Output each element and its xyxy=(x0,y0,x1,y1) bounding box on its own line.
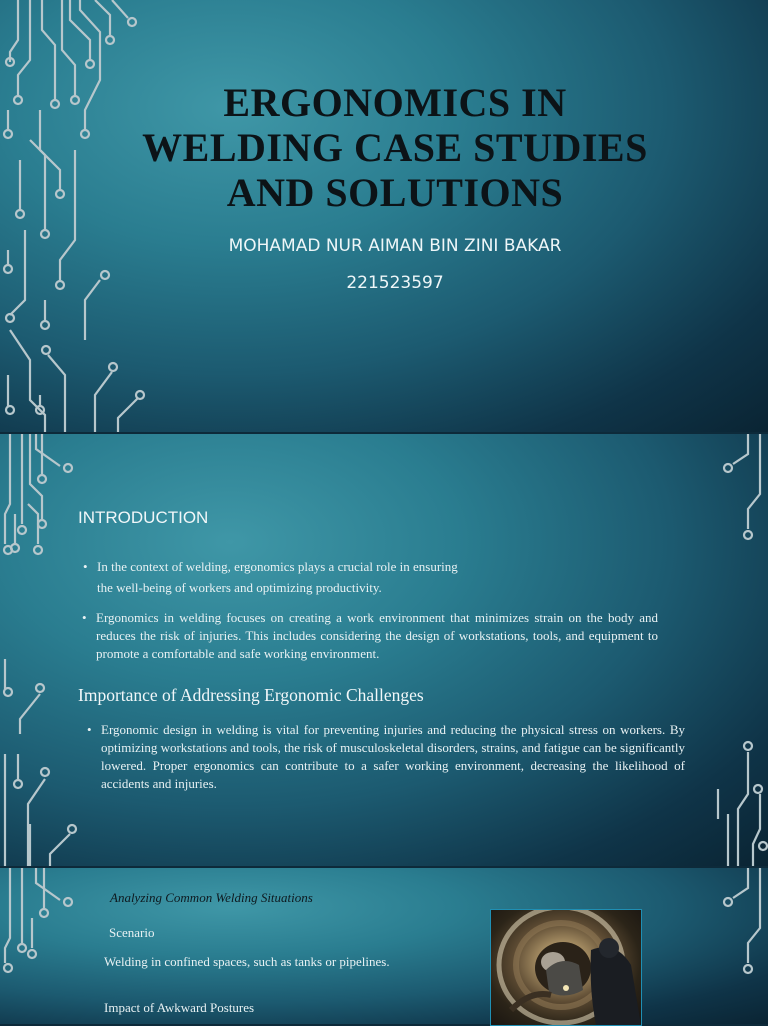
scenario-text: Welding in confined spaces, such as tanks or pipelines. xyxy=(104,954,390,969)
student-id: 221523597 xyxy=(346,273,444,293)
bullet-text-line: In the context of welding, ergonomics plays a crucial role in ensuring xyxy=(97,559,458,574)
author-name: MOHAMAD NUR AIMAN BIN ZINI BAKAR xyxy=(228,236,562,256)
bullet-text-line: the well-being of workers and optimizing productivity. xyxy=(97,580,382,595)
bullet-item xyxy=(87,721,685,793)
title-line: WELDING CASE STUDIES xyxy=(142,125,648,170)
title-line: ERGONOMICS IN xyxy=(223,80,567,125)
impact-label: Impact of Awkward Postures xyxy=(104,1000,255,1015)
presentation-title xyxy=(60,80,730,215)
welding-photo xyxy=(490,909,642,1026)
bullet-text: Ergonomics in welding focuses on creating a work environment that minimizes strain on the body and reduces the risk of injuries. This includes considering the design of workstations, tools, and equipment to promote a comfortable and safe working environment. xyxy=(96,610,658,661)
bullet-dot-icon: • xyxy=(83,559,88,574)
slide-title: Analyzing Common Welding Situations xyxy=(110,890,313,905)
circuit-decoration-left xyxy=(0,434,90,866)
bullet-item xyxy=(83,558,537,597)
circuit-decoration-right xyxy=(688,868,768,1024)
section-heading: INTRODUCTION xyxy=(78,508,209,527)
circuit-decoration-left xyxy=(0,0,160,432)
scenario-label: Scenario xyxy=(109,925,155,940)
welder-in-pipe-image xyxy=(491,910,641,1025)
title-slide xyxy=(0,0,768,432)
title-line: AND SOLUTIONS xyxy=(226,170,564,215)
section-subheading: Importance of Addressing Ergonomic Challenges xyxy=(78,685,424,705)
circuit-decoration-right xyxy=(688,434,768,866)
circuit-decoration-left xyxy=(0,868,90,1024)
bullet-item xyxy=(82,609,658,663)
bullet-dot-icon: • xyxy=(87,722,92,737)
bullet-dot-icon: • xyxy=(82,610,87,625)
bullet-text: Ergonomic design in welding is vital for preventing injuries and reducing the physical stress on workers. By optimizing workstations and tools, the risk of musculoskeletal disorders, strains, and fatigue can be significantly lowered. Proper ergonomics can contribute to a safer working environment, decreasing the likelihood of accidents and injuries. xyxy=(101,722,685,791)
